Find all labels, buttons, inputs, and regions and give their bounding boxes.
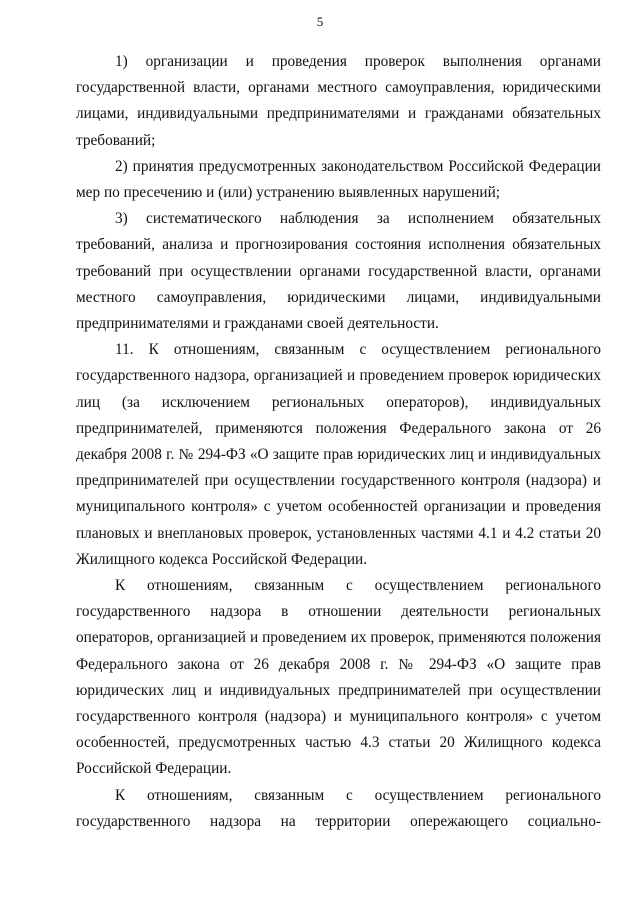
paragraph-item-2: 2) принятия предусмотренных законодательством Российской Федерации мер по пресечению и (или) устранению выявленных нарушений; [76,157,601,202]
paragraph-advanced-development-territory: К отношениям, связанным с осуществлением регионального государственного надзора на территории опережающего социально- [76,786,601,830]
paragraph-item-1: 1) организации и проведения проверок выполнения органами государственной власти, органами местного самоуправления, юридическими лицами, индивидуальными предпринимателями и гражданами обязательных требований; [76,53,601,149]
document-body [76,49,601,835]
paragraph-regional-operators: К отношениям, связанным с осуществлением регионального государственного надзора в отношении деятельности региональных операторов, организацией и проведением их проверок, применяются положения Федерального закона от 26 декабря 2008 г. № 294-ФЗ «О защите прав юридических лиц и индивидуальных предпринимателей при осуществлении государственного контроля (надзора) и муниципального контроля» с учетом особенностей, предусмотренных частью 4.3 статьи 20 Жилищного кодекса Российской Федерации. [76,577,601,778]
paragraph-item-3: 3) систематического наблюдения за исполнением обязательных требований, анализа и прогнозирования состояния исполнения обязательных требований при осуществлении органами государственной власти, органами местного самоуправления, юридическими лицами, индивидуальными предпринимателями и гражданами своей деятельности. [76,210,601,333]
paragraph-section-11: 11. К отношениям, связанным с осуществлением регионального государственного надзора, организацией и проведением проверок юридических лиц (за исключением региональных операторов), индивидуальных предпринимателей, применяются положения Федерального закона от 26 декабря 2008 г. № 294-ФЗ «О защите прав юридических лиц и индивидуальных предпринимателей при осуществлении государственного контроля (надзора) и муниципального контроля» с учетом особенностей организации и проведения плановых и внеплановых проверок, установленных частями 4.1 и 4.2 статьи 20 Жилищного кодекса Российской Федерации. [76,341,601,568]
page-number: 5 [316,14,324,29]
